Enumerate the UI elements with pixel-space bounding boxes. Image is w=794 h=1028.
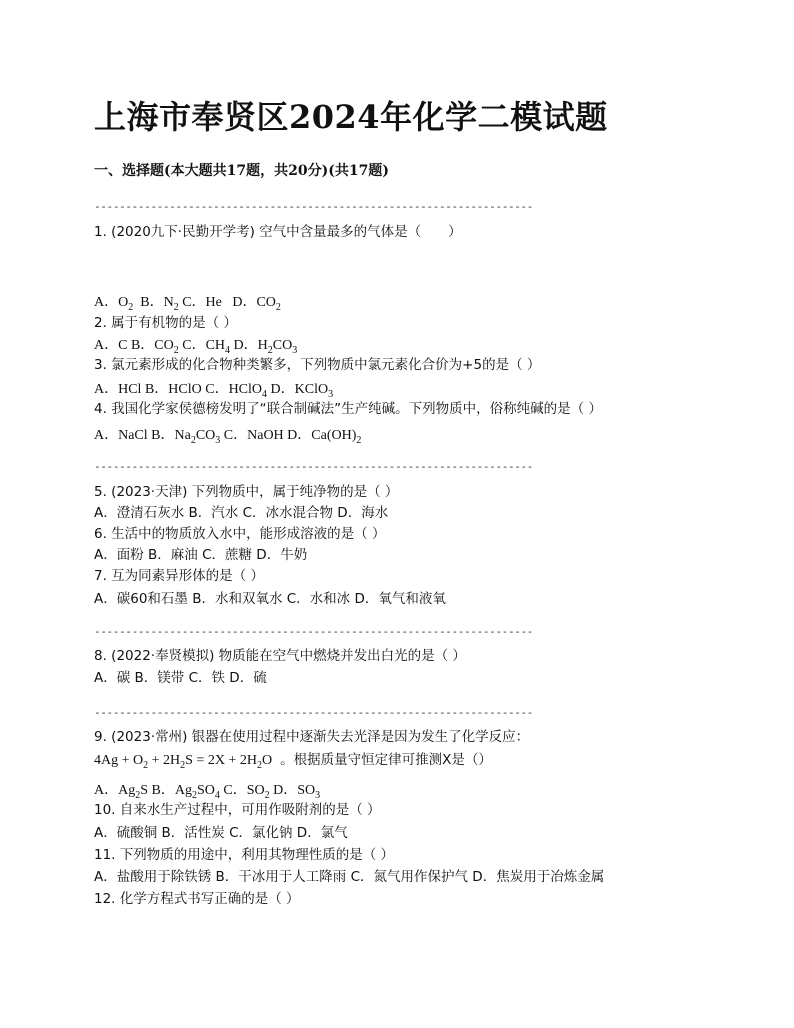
question-9-equation-row <box>94 748 492 771</box>
question-10-options: A．硫酸铜 B．活性炭 C．氯化钠 D．氯气 <box>94 825 348 841</box>
separator-line: ---------------------------------------------------------------------- <box>94 460 534 473</box>
question-12-stem: 12. 化学方程式书写正确的是（ ） <box>94 891 300 907</box>
separator-line: ---------------------------------------------------------------------- <box>94 200 534 213</box>
question-6-options: A．面粉 B．麻油 C．蔗糖 D．牛奶 <box>94 547 308 563</box>
question-4-stem: 4. 我国化学家侯德榜发明了“联合制碱法”生产纯碱。下列物质中，俗称纯碱的是（ ） <box>94 401 602 417</box>
question-11-options: A．盐酸用于除铁锈 B．干冰用于人工降雨 C．氮气用作保护气 D．焦炭用于冶炼金属 <box>94 869 605 885</box>
question-4-options: A．NaCl B．$Na_2CO_3$ C．NaOH D．$Ca(OH)_2$ <box>94 428 362 446</box>
question-3-options: A．HCl B．HClO C．HClO$_4$ D．KClO$_3$ <box>94 382 334 400</box>
question-8-options: A．碳 B．镁带 C．铁 D．硫 <box>94 670 267 686</box>
question-7-options: A．碳60和石墨 B．水和双氧水 C．水和冰 D．氧气和液氧 <box>94 591 446 607</box>
question-8-stem: 8. (2022·奉贤模拟) 物质能在空气中燃烧并发出白光的是（ ） <box>94 648 466 664</box>
question-5-options: A．澄清石灰水 B．汽水 C．冰水混合物 D．海水 <box>94 505 389 521</box>
question-9-options: A．$Ag_2S$ B．$Ag_2SO_4$ C．$SO_2$ D．$SO_3$ <box>94 783 321 801</box>
page-title: 上海市奉贤区2024年化学二模试题 <box>94 98 608 136</box>
question-3-stem: 3. 氯元素形成的化合物种类繁多，下列物质中氯元素化合价为+5的是（ ） <box>94 357 541 373</box>
question-11-stem: 11. 下列物质的用途中，利用其物理性质的是（ ） <box>94 847 395 863</box>
question-5-stem: 5. (2023·天津) 下列物质中，属于纯净物的是（ ） <box>94 484 399 500</box>
question-1-stem: 1. (2020九下·民勤开学考) 空气中含量最多的气体是（ ） <box>94 224 462 240</box>
question-9-tail: 。根据质量守恒定律可推测X是（） <box>280 752 492 768</box>
question-6-stem: 6. 生活中的物质放入水中，能形成溶液的是（ ） <box>94 526 386 542</box>
question-2-options: A．C B．$CO_2$ C．$CH_4$ D．$H_2CO_3$ <box>94 338 298 356</box>
question-1-options: A．$O_2$ B．$N_2$ C．He D．$CO_2$ <box>94 295 281 313</box>
question-9-stem: 9. (2023·常州) 银器在使用过程中逐渐失去光泽是因为发生了化学反应： <box>94 729 530 745</box>
question-7-stem: 7. 互为同素异形体的是（ ） <box>94 568 264 584</box>
reaction-equation: $4Ag + O_2 + 2H_2S = 2X + 2H_2O$ <box>94 753 273 771</box>
question-10-stem: 10. 自来水生产过程中，可用作吸附剂的是（ ） <box>94 802 381 818</box>
section-heading: 一、选择题(本大题共17题，共20分)(共17题) <box>94 163 389 179</box>
question-2-stem: 2. 属于有机物的是（ ） <box>94 315 237 331</box>
separator-line: ---------------------------------------------------------------------- <box>94 625 534 638</box>
separator-line: ---------------------------------------------------------------------- <box>94 706 534 719</box>
